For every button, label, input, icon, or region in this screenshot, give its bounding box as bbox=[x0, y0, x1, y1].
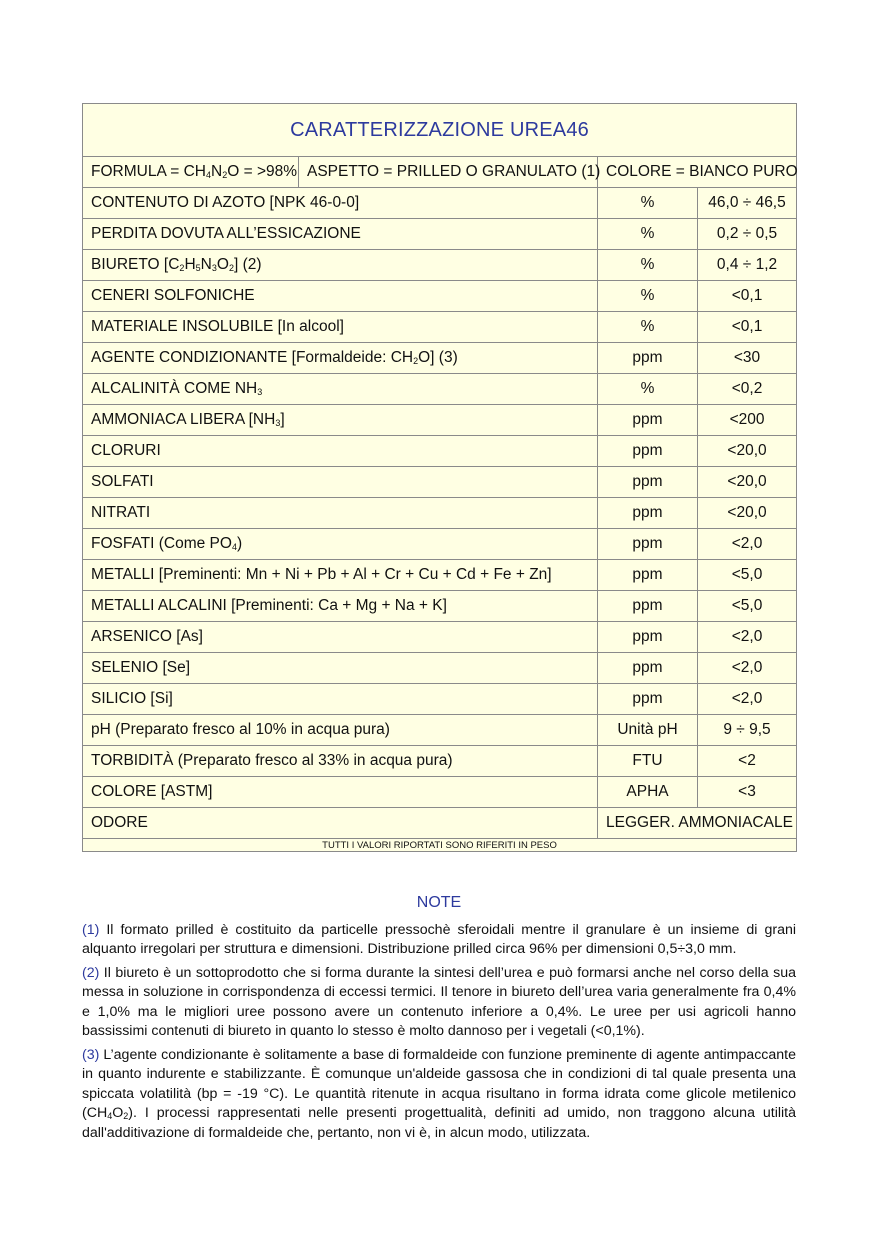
note-number: (3) bbox=[82, 1046, 100, 1063]
unit-cell: APHA bbox=[598, 777, 698, 808]
value-cell: LEGGER. AMMONIACALE bbox=[598, 808, 797, 839]
parameter-cell: ODORE bbox=[83, 808, 598, 839]
unit-cell: ppm bbox=[598, 653, 698, 684]
header-row bbox=[83, 157, 797, 188]
parameter-cell: CONTENUTO DI AZOTO [NPK 46-0-0] bbox=[83, 188, 598, 219]
table-title: CARATTERIZZAZIONE UREA46 bbox=[83, 104, 797, 157]
table-row bbox=[83, 529, 797, 560]
table-row bbox=[83, 374, 797, 405]
table-row bbox=[83, 405, 797, 436]
unit-cell: % bbox=[598, 374, 698, 405]
note-item: (3) L’agente condizionante è solitamente a base di formaldeide con funzione preminente di agente antimpaccante in quanto indurente e stabilizzante. È comunque un'aldeide gassosa che in condizioni di tal quale presenta una spiccata volatilità (bp = -19 °C). Le quantità ritenute in acqua risultano in forma idrata come glicole metilenico $(CH_4O_2)$. I processi rappresentati nelle presenti progettualità, definiti ad umido, non traggono alcuna utilità dall'additivazione di formaldeide che, pertanto, non vi è, in alcun modo, utilizzata. bbox=[82, 1046, 796, 1141]
footnote-row bbox=[83, 839, 797, 852]
unit-cell: ppm bbox=[598, 436, 698, 467]
value-cell: 0,2 ÷ 0,5 bbox=[698, 219, 797, 250]
parameter-cell: AGENTE CONDIZIONANTE [Formaldeide: $CH_2O$] (3) bbox=[83, 343, 598, 374]
note-item: (2) Il biureto è un sottoprodotto che si forma durante la sintesi dell’urea e può formarsi anche nel corso della sua messa in soluzione in corrispondenza di eccessi termici. Il tenore in biureto dell’urea varia generalmente fra 0,4% e 1,0% ma le migliori uree possono avere un contenuto inferiore a 0,4%. Le uree per usi agricoli hanno bassissimi contenuti di biureto in quanto lo stesso è molto dannoso per i vegetali (<0,1%). bbox=[82, 964, 796, 1039]
value-cell: <5,0 bbox=[698, 591, 797, 622]
table-row bbox=[83, 622, 797, 653]
parameter-cell: ALCALINITÀ COME $NH_3$ bbox=[83, 374, 598, 405]
value-cell: <20,0 bbox=[698, 498, 797, 529]
subscript: 3 bbox=[211, 263, 217, 273]
value-cell: <2,0 bbox=[698, 653, 797, 684]
unit-cell: ppm bbox=[598, 467, 698, 498]
parameter-cell: METALLI [Preminenti: Mn + Ni + Pb + Al + Cr + Cu + Cd + Fe + Zn] bbox=[83, 560, 598, 591]
table-row bbox=[83, 560, 797, 591]
value-cell: 9 ÷ 9,5 bbox=[698, 715, 797, 746]
table-row bbox=[83, 467, 797, 498]
aspetto-cell: ASPETTO = PRILLED O GRANULATO (1) bbox=[299, 157, 598, 188]
parameter-cell: NITRATI bbox=[83, 498, 598, 529]
parameter-cell: PERDITA DOVUTA ALL’ESSICAZIONE bbox=[83, 219, 598, 250]
value-cell: <200 bbox=[698, 405, 797, 436]
unit-cell: ppm bbox=[598, 622, 698, 653]
unit-cell: ppm bbox=[598, 529, 698, 560]
table-row bbox=[83, 188, 797, 219]
characterization-table bbox=[82, 103, 797, 852]
unit-cell: ppm bbox=[598, 560, 698, 591]
subscript: 4 bbox=[107, 1111, 113, 1121]
subscript: 2 bbox=[413, 356, 419, 366]
value-cell: <2,0 bbox=[698, 622, 797, 653]
parameter-cell: COLORE [ASTM] bbox=[83, 777, 598, 808]
subscript: 5 bbox=[195, 263, 201, 273]
parameter-cell: SOLFATI bbox=[83, 467, 598, 498]
parameter-cell: CENERI SOLFONICHE bbox=[83, 281, 598, 312]
colore-cell: COLORE = BIANCO PURO bbox=[598, 157, 797, 188]
value-cell: <30 bbox=[698, 343, 797, 374]
subscript: 2 bbox=[228, 263, 234, 273]
value-cell: <2 bbox=[698, 746, 797, 777]
notes-title: NOTE bbox=[416, 894, 462, 911]
table-row bbox=[83, 281, 797, 312]
table-row bbox=[83, 653, 797, 684]
table-row bbox=[83, 219, 797, 250]
specification-sheet bbox=[82, 103, 796, 852]
unit-cell: ppm bbox=[598, 343, 698, 374]
value-cell: <0,2 bbox=[698, 374, 797, 405]
subscript: 2 bbox=[222, 170, 228, 180]
value-cell: <2,0 bbox=[698, 529, 797, 560]
table-row bbox=[83, 777, 797, 808]
parameter-cell: ARSENICO [As] bbox=[83, 622, 598, 653]
notes-list bbox=[82, 921, 796, 1144]
parameter-cell: SELENIO [Se] bbox=[83, 653, 598, 684]
unit-cell: % bbox=[598, 281, 698, 312]
title-row bbox=[83, 104, 797, 157]
value-cell: <0,1 bbox=[698, 312, 797, 343]
table-row bbox=[83, 343, 797, 374]
parameter-cell: BIURETO $[C_2H_5N_3O_2]$ (2) bbox=[83, 250, 598, 281]
unit-cell: % bbox=[598, 250, 698, 281]
subscript: 2 bbox=[179, 263, 185, 273]
parameter-cell: AMMONIACA LIBERA $[NH_3]$ bbox=[83, 405, 598, 436]
value-cell: 0,4 ÷ 1,2 bbox=[698, 250, 797, 281]
unit-cell: FTU bbox=[598, 746, 698, 777]
unit-cell: Unità pH bbox=[598, 715, 698, 746]
parameter-cell: MATERIALE INSOLUBILE [In alcool] bbox=[83, 312, 598, 343]
table-row bbox=[83, 312, 797, 343]
unit-cell: ppm bbox=[598, 684, 698, 715]
table-row bbox=[83, 684, 797, 715]
value-cell: <2,0 bbox=[698, 684, 797, 715]
subscript: 3 bbox=[275, 418, 281, 428]
parameter-cell: CLORURI bbox=[83, 436, 598, 467]
subscript: 2 bbox=[123, 1111, 129, 1121]
table-row bbox=[83, 436, 797, 467]
parameter-cell: pH (Preparato fresco al 10% in acqua pura) bbox=[83, 715, 598, 746]
unit-cell: % bbox=[598, 312, 698, 343]
subscript: 4 bbox=[205, 170, 211, 180]
odore-row bbox=[83, 808, 797, 839]
value-cell: <20,0 bbox=[698, 436, 797, 467]
value-cell: <0,1 bbox=[698, 281, 797, 312]
subscript: 3 bbox=[257, 387, 263, 397]
table-footnote: TUTTI I VALORI RIPORTATI SONO RIFERITI IN PESO bbox=[83, 839, 797, 852]
table-row bbox=[83, 715, 797, 746]
table-row bbox=[83, 250, 797, 281]
unit-cell: ppm bbox=[598, 591, 698, 622]
subscript: 4 bbox=[231, 542, 237, 552]
table-row bbox=[83, 591, 797, 622]
unit-cell: % bbox=[598, 219, 698, 250]
parameter-cell: SILICIO [Si] bbox=[83, 684, 598, 715]
parameter-cell: TORBIDITÀ (Preparato fresco al 33% in acqua pura) bbox=[83, 746, 598, 777]
table-row bbox=[83, 746, 797, 777]
unit-cell: ppm bbox=[598, 498, 698, 529]
table-row bbox=[83, 498, 797, 529]
value-cell: <20,0 bbox=[698, 467, 797, 498]
value-cell: <5,0 bbox=[698, 560, 797, 591]
value-cell: <3 bbox=[698, 777, 797, 808]
formula-cell: FORMULA = $CH_4N_2O = >98\%$ bbox=[83, 157, 299, 188]
note-number: (1) bbox=[82, 921, 100, 938]
value-cell: 46,0 ÷ 46,5 bbox=[698, 188, 797, 219]
parameter-cell: FOSFATI (Come $PO_4$) bbox=[83, 529, 598, 560]
notes-section bbox=[82, 893, 796, 1147]
note-number: (2) bbox=[82, 964, 100, 981]
parameter-cell: METALLI ALCALINI [Preminenti: Ca + Mg + Na + K] bbox=[83, 591, 598, 622]
note-item: (1) Il formato prilled è costituito da particelle pressochè sferoidali mentre il granulare è un insieme di grani alquanto irregolari per struttura e dimensioni. Distribuzione prilled circa 96% per dimensioni 0,5÷3,0 mm. bbox=[82, 921, 796, 957]
unit-cell: % bbox=[598, 188, 698, 219]
unit-cell: ppm bbox=[598, 405, 698, 436]
